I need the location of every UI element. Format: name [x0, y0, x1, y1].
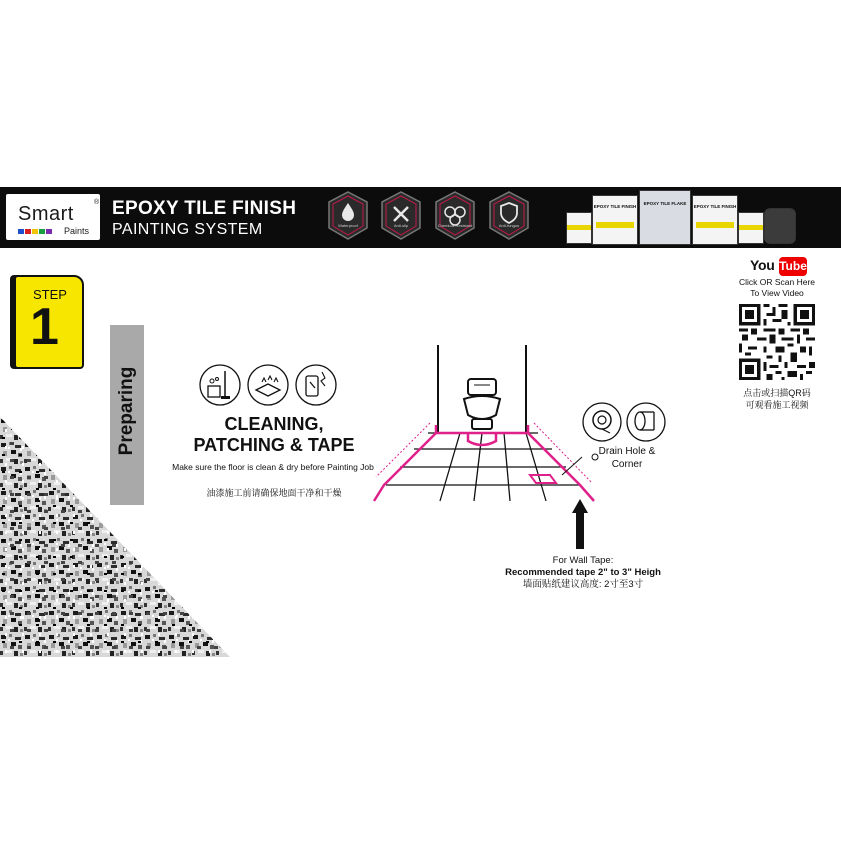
product-can-small: [566, 212, 592, 244]
youtube-logo[interactable]: [742, 256, 808, 278]
step-number: 1: [30, 298, 59, 356]
tape-line3: 墙面贴纸建议高度: 2寸至3寸: [522, 579, 644, 590]
tape-hand-icon: [296, 365, 336, 405]
instruction-description-cn: 油漆施工前请确保地面干净和干燥: [206, 488, 342, 498]
brand-logo: [6, 194, 100, 240]
youtube-you-text: You: [750, 257, 775, 273]
bathroom-floor-diagram: [370, 337, 610, 577]
feature-label: Anti-slip: [393, 223, 409, 228]
product-title: EPOXY TILE FINISH: [112, 198, 297, 219]
product-lineup: [562, 190, 798, 246]
toilet-icon: [464, 379, 500, 429]
qr-instruction-cn: [731, 387, 823, 411]
cleaning-icon: [200, 365, 240, 405]
logo-color-bars: [18, 229, 52, 234]
feature-chemical: [433, 190, 477, 242]
chemical-icon: [433, 190, 477, 242]
section-title: Preparing: [116, 366, 137, 456]
info-slide: [0, 187, 841, 657]
video-instruction: [731, 277, 823, 299]
tape-line1: For Wall Tape:: [552, 555, 614, 566]
header-banner: [0, 187, 841, 248]
qr-cn-line1: 点击或扫描QR码: [743, 388, 811, 398]
feature-anti-fungus: [487, 190, 531, 242]
logo-registered-mark: ®: [94, 199, 100, 206]
tape-roll-icon: [583, 403, 621, 441]
feature-label: Chemical Resistant: [437, 223, 473, 228]
product-can-finish-2: [692, 195, 738, 245]
feature-label: Waterproof: [338, 223, 358, 228]
youtube-tube-text: Tube: [779, 257, 807, 276]
tape-roll-icons: [580, 399, 672, 445]
logo-subtext: Paints: [64, 226, 90, 236]
preparation-icons: [198, 362, 338, 408]
product-label: EPOXY TILE FLAKE: [643, 201, 687, 206]
arrow-up-icon: [572, 499, 588, 549]
tape-line2: Recommended tape 2" to 3" Heigh: [505, 567, 661, 578]
drain-callout-text: [585, 445, 669, 471]
paper-roll-icon: [627, 403, 665, 441]
product-box-flake: [639, 190, 691, 245]
product-can-small-2: [738, 212, 764, 244]
feature-anti-slip: [379, 190, 423, 242]
product-can-finish: [592, 195, 638, 245]
step-badge: [14, 275, 84, 369]
product-tub: [764, 208, 796, 244]
instruction-heading-line2: PATCHING & TAPE: [193, 435, 355, 455]
drain-line2: Corner: [611, 459, 643, 470]
tape-outline: [374, 423, 594, 501]
tools-icon: [379, 190, 423, 242]
product-label: EPOXY TILE FINISH: [593, 204, 637, 209]
video-line1: Click OR Scan Here: [738, 277, 816, 287]
qr-cn-line2: 可观看施工视频: [745, 400, 809, 410]
feature-waterproof: [326, 190, 370, 242]
step-label: STEP: [33, 287, 67, 302]
logo-text: Smart: [18, 203, 74, 225]
feature-label: Anti-fungus: [498, 223, 520, 228]
water-drop-icon: [326, 190, 370, 242]
shield-icon: [487, 190, 531, 242]
instruction-heading-line1: CLEANING,: [224, 414, 324, 434]
qr-code[interactable]: [739, 304, 815, 380]
patching-icon: [248, 365, 288, 405]
product-subtitle: PAINTING SYSTEM: [112, 221, 263, 238]
wall-tape-note: [488, 555, 678, 591]
video-line2: To View Video: [750, 288, 804, 298]
tile-grid: [386, 433, 580, 501]
instruction-description: Make sure the floor is clean & dry before Painting Job: [172, 462, 374, 472]
drain-line1: Drain Hole &: [598, 446, 656, 457]
product-label: EPOXY TILE FINISH: [693, 204, 737, 209]
